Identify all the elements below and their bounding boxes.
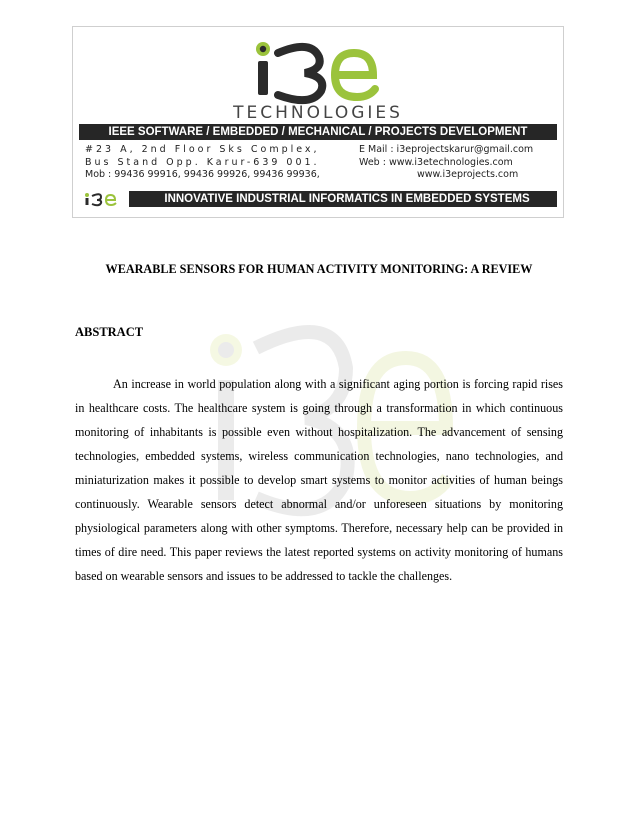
tagline-banner — [79, 191, 557, 207]
i3e-small-logo-icon — [79, 191, 129, 207]
letterhead — [72, 26, 564, 218]
i3e-logo-graphic — [73, 35, 563, 105]
address-line-2: Bus Stand Opp. Karur-639 001. — [85, 156, 320, 168]
abstract-heading: ABSTRACT — [75, 325, 144, 339]
paper-title: WEARABLE SENSORS FOR HUMAN ACTIVITY MONITORING: A REVIEW — [105, 262, 533, 276]
address-line-1: #23 A, 2nd Floor Sks Complex, — [85, 144, 320, 155]
mobile-numbers: Mob : 99436 99916, 99436 99926, 99436 99936, — [85, 169, 320, 180]
tagline-text: INNOVATIVE INDUSTRIAL INFORMATICS IN EMBEDDED SYSTEMS — [164, 193, 530, 205]
website-line-1: Web : www.i3etechnologies.com — [359, 156, 513, 168]
contact-address — [85, 144, 345, 182]
services-banner: IEEE SOFTWARE / EMBEDDED / MECHANICAL / PROJECTS DEVELOPMENT — [79, 124, 557, 140]
email-address: E Mail : i3eprojectskarur@gmail.com — [359, 144, 534, 155]
small-logo — [79, 191, 129, 207]
contact-online — [359, 144, 559, 182]
abstract-body: An increase in world population along with a significant aging portion is forcing rapid rises in healthcare costs. The healthcare system is going through a transformation in which continuous monitoring of inhabitants is possible even without hospitalization. The advancement of sensing technologies, embedded systems, wireless communication technologies, nano technologies, and miniaturization makes it possible to develop smart systems to monitor activities of human beings continuously. Wearable sensors detect abnormal and/or unforeseen situations by monitoring physiological parameters along with other symptoms. Therefore, necessary help can be provided in times of dire need. This paper reviews the latest reported systems on activity monitoring of humans based on wearable sensors and issues to be addressed to tackle the challenges. — [75, 377, 563, 583]
company-name: TECHNOLOGIES — [233, 103, 403, 123]
website-line-2: www.i3eprojects.com — [417, 169, 519, 180]
